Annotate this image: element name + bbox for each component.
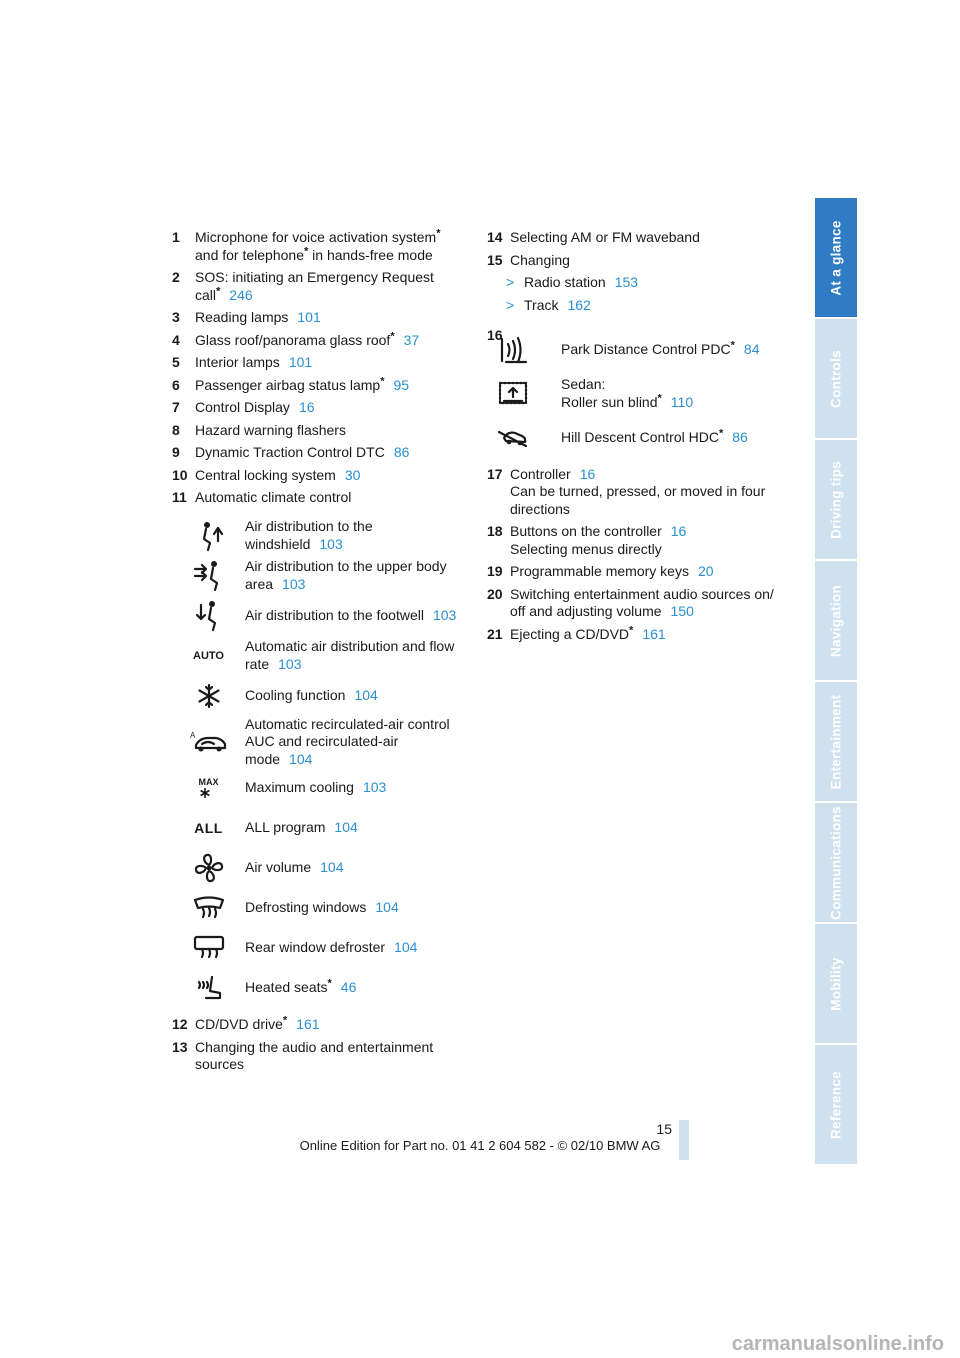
- item-text-line: directions: [510, 500, 570, 517]
- climate-row: [172, 596, 472, 636]
- item-text-line: Hazard warning flashers: [195, 421, 346, 438]
- page-reference-link[interactable]: 16: [579, 465, 596, 482]
- page-reference-link[interactable]: 46: [340, 979, 357, 996]
- climate-row-text: [245, 687, 472, 705]
- list-item: [172, 399, 472, 417]
- page-reference-link[interactable]: 162: [567, 296, 591, 313]
- climate-row: [172, 716, 472, 769]
- item-text: [195, 422, 472, 440]
- item-text-line: Air distribution to the footwell: [245, 606, 424, 623]
- list-item: [172, 229, 472, 264]
- item-text: [195, 444, 472, 462]
- page-reference-link[interactable]: 84: [743, 340, 760, 357]
- page-reference-link[interactable]: 110: [670, 393, 694, 410]
- sidebar-tab-controls[interactable]: [815, 319, 857, 438]
- list-item: [172, 269, 472, 304]
- item-text-line: and for telephone* in hands-free mode: [195, 244, 433, 263]
- item-text-line: Changing: [510, 251, 570, 268]
- item-text: [510, 623, 787, 644]
- svg-text:A: A: [189, 730, 195, 740]
- item-text-line: area: [245, 575, 274, 592]
- list-item: [172, 422, 472, 440]
- page-reference-link[interactable]: 103: [362, 779, 387, 796]
- item-text: [195, 354, 472, 372]
- item-text-line: Sedan:: [561, 376, 606, 392]
- defrost-windshield-icon: [172, 895, 245, 921]
- item-number: 8: [172, 421, 180, 438]
- climate-row-text: [245, 607, 472, 625]
- item-text-line: Ejecting a CD/DVD*: [510, 623, 634, 642]
- item-number: 2: [172, 269, 180, 285]
- item-text: [195, 1016, 472, 1034]
- item-text-line: sources: [195, 1056, 245, 1072]
- sub-item-label: Track: [524, 296, 559, 313]
- item-text: [195, 229, 472, 264]
- item-text-line: Interior lamps: [195, 354, 280, 370]
- sidebar-tab-label: Communications: [828, 805, 844, 920]
- item-number: 14: [487, 229, 503, 245]
- sidebar-tab-communications[interactable]: [815, 803, 857, 922]
- page-reference-link[interactable]: 104: [394, 939, 418, 956]
- page-reference-link[interactable]: 86: [732, 428, 748, 445]
- climate-row: [172, 928, 472, 968]
- air-upper-body-icon: [172, 559, 245, 593]
- item-text-line: Buttons on the controller: [510, 523, 662, 539]
- item-text-line: rate: [245, 655, 270, 672]
- item-text-line: Hill Descent Control HDC*: [561, 427, 724, 445]
- list-item: [172, 489, 472, 507]
- climate-row: [172, 556, 472, 596]
- climate-row: [172, 516, 472, 556]
- item-text-line: ALL program: [245, 819, 326, 836]
- list-item: [487, 252, 787, 270]
- left-column: [172, 229, 472, 1079]
- item-text-line: Park Distance Control PDC*: [561, 339, 735, 357]
- item-text-line: Rear window defroster: [245, 939, 386, 956]
- page-reference-link[interactable]: 30: [344, 466, 361, 483]
- sidebar-tab-label: Driving tips: [828, 460, 844, 539]
- assist-row-text: [539, 341, 787, 359]
- page-reference-link[interactable]: 103: [319, 535, 343, 552]
- list-item: [172, 1039, 472, 1074]
- item-text-line: off and adjusting volume: [510, 603, 662, 619]
- item-text: [510, 252, 787, 270]
- item-text-line: Selecting menus directly: [510, 540, 662, 557]
- assist-table: [487, 330, 787, 458]
- item-number: 5: [172, 354, 180, 370]
- list-item: [172, 354, 472, 372]
- item-text-line: Roller sun blind*: [561, 391, 662, 410]
- item-text-line: Controller: [510, 465, 571, 482]
- footer-edition: Online Edition for Part no. 01 41 2 604 582 - © 02/10 BMW AG: [299, 1138, 661, 1153]
- sidebar-tab-mobility[interactable]: [815, 924, 857, 1043]
- hdc-icon: [487, 424, 539, 452]
- item-text: [510, 466, 787, 519]
- page-reference-link[interactable]: 95: [393, 376, 410, 393]
- page-reference-link[interactable]: 103: [282, 575, 306, 592]
- watermark: carmanualsonline.info: [731, 1333, 944, 1355]
- item-text: [195, 1039, 472, 1074]
- page-reference-link[interactable]: 104: [320, 859, 344, 876]
- bullet-arrow-icon: >: [506, 296, 515, 313]
- list-item: [487, 229, 787, 247]
- item-text-line: Maximum cooling: [245, 779, 354, 796]
- assist-row: [487, 370, 787, 418]
- item-text-line: Air distribution to the: [245, 518, 373, 534]
- max-cooling-icon: [172, 777, 245, 799]
- list-item: [487, 523, 787, 558]
- item-number: 6: [172, 376, 180, 393]
- climate-row-text: [245, 518, 472, 553]
- item-number: 17: [487, 465, 503, 482]
- recirculation-icon: [172, 730, 245, 754]
- item-text-line: call*: [195, 284, 221, 303]
- item-text-line: Automatic climate control: [195, 489, 352, 505]
- item-text: [510, 563, 787, 581]
- item-text-line: Air volume: [245, 859, 312, 876]
- list-item: [172, 374, 472, 395]
- sub-item-label: Radio station: [524, 274, 606, 290]
- item-number: 15: [487, 251, 503, 268]
- asterisk-icon: *: [390, 329, 395, 342]
- sidebar-tab-label: At a glance: [828, 219, 844, 296]
- item-number: 19: [487, 563, 503, 579]
- list-item: [172, 329, 472, 350]
- max-label: MAX: [198, 777, 219, 787]
- page-reference-link[interactable]: 103: [432, 606, 457, 623]
- climate-row-text: [245, 819, 472, 837]
- climate-row: [172, 848, 472, 888]
- page-reference-link[interactable]: 104: [375, 899, 399, 916]
- asterisk-icon: *: [216, 284, 221, 297]
- page-number: 15: [656, 1121, 672, 1137]
- climate-row-text: [245, 779, 472, 797]
- sub-list-item: [506, 274, 787, 292]
- assist-row: [487, 330, 787, 370]
- sidebar-tab-label: Navigation: [828, 584, 844, 657]
- item-number: 13: [172, 1038, 188, 1055]
- list-item: [487, 466, 787, 519]
- asterisk-icon: *: [730, 339, 735, 352]
- item-number: 3: [172, 309, 180, 325]
- item-number: 1: [172, 229, 180, 245]
- item-text: [195, 467, 472, 485]
- item-text: [195, 269, 472, 304]
- sidebar-tab-label: Mobility: [828, 956, 844, 1011]
- item-text-line: Dynamic Traction Control DTC: [195, 444, 385, 460]
- item-text-line: mode: [245, 750, 281, 767]
- asterisk-icon: *: [629, 623, 634, 636]
- climate-row-text: [245, 716, 472, 769]
- item-text-line: Microphone for voice activation system*: [195, 227, 441, 245]
- page-reference-link[interactable]: 153: [614, 274, 639, 290]
- item-number: 12: [172, 1016, 188, 1032]
- item-text: [195, 399, 472, 417]
- assist-row: [487, 418, 787, 458]
- asterisk-icon: *: [303, 244, 309, 257]
- page-reference-link[interactable]: 16: [670, 523, 687, 539]
- item-text-line: Changing the audio and entertainment: [195, 1038, 434, 1055]
- item-text-line: Glass roof/panorama glass roof*: [195, 329, 395, 348]
- sidebar-tab-label: Reference: [828, 1070, 844, 1139]
- item-number: 7: [172, 399, 180, 415]
- heated-seat-icon: [172, 974, 245, 1002]
- rear-defroster-icon: [172, 934, 245, 962]
- asterisk-icon: *: [657, 391, 662, 404]
- bullet-arrow-icon: >: [506, 274, 515, 290]
- climate-row-text: [245, 859, 472, 877]
- item-text: [510, 229, 787, 247]
- page-reference-link[interactable]: 101: [297, 309, 321, 325]
- right-column: [487, 229, 787, 648]
- sidebar-tab-at-a-glance[interactable]: [815, 198, 857, 317]
- item-number: 11: [172, 489, 187, 505]
- item-text-line: Central locking system: [195, 466, 336, 483]
- item-text-line: Switching entertainment audio sources on/: [510, 585, 774, 602]
- item-text: [195, 374, 472, 395]
- item-text-line: Defrosting windows: [245, 899, 367, 916]
- list-item: [487, 563, 787, 581]
- page-reference-link[interactable]: 150: [670, 603, 694, 619]
- item-text: [195, 489, 472, 507]
- item-text-line: Air distribution to the upper body: [245, 558, 447, 574]
- snowflake-icon: [172, 683, 245, 709]
- sidebar-tab-label: Entertainment: [828, 694, 844, 789]
- item-text-line: Automatic recirculated-air control: [245, 715, 450, 732]
- item-text-line: CD/DVD drive*: [195, 1014, 288, 1032]
- page-reference-link[interactable]: 104: [334, 819, 358, 836]
- auto-icon: AUTO: [193, 649, 224, 662]
- list-item: [487, 623, 787, 644]
- asterisk-icon: *: [436, 227, 441, 240]
- page-reference-link[interactable]: 16: [298, 399, 315, 415]
- climate-row-text: [245, 939, 472, 957]
- page-reference-link[interactable]: 161: [642, 625, 666, 642]
- item-text-line: Reading lamps: [195, 309, 289, 325]
- climate-row: [172, 808, 472, 848]
- list-item: [172, 467, 472, 485]
- item-text: [195, 309, 472, 327]
- page-reference-link[interactable]: 161: [296, 1016, 320, 1032]
- asterisk-icon: *: [327, 977, 332, 990]
- climate-row-text: [245, 558, 472, 593]
- item-number: 20: [487, 585, 503, 602]
- item-text-line: windshield: [245, 535, 311, 552]
- item-text-line: Selecting AM or FM waveband: [510, 229, 700, 245]
- climate-row: [172, 888, 472, 928]
- asterisk-icon: *: [380, 374, 385, 387]
- assist-row-text: [539, 376, 787, 411]
- fan-icon: [172, 852, 245, 884]
- item-number: 4: [172, 331, 180, 348]
- page-reference-link[interactable]: 101: [288, 354, 313, 370]
- page-reference-link[interactable]: 104: [354, 686, 378, 703]
- item-text-line: Passenger airbag status lamp*: [195, 374, 385, 393]
- item-text-line: Can be turned, pressed, or moved in four: [510, 483, 766, 499]
- snowflake-icon: [199, 787, 211, 799]
- climate-row-text: [245, 638, 472, 673]
- list-item: [172, 444, 472, 462]
- climate-control-table: [172, 516, 472, 1009]
- sidebar-tab-entertainment[interactable]: [815, 682, 857, 801]
- all-program-icon: ALL: [194, 820, 223, 836]
- item-number: 21: [487, 625, 503, 642]
- climate-row: [172, 636, 472, 676]
- page-reference-link[interactable]: 37: [403, 331, 420, 348]
- item-number: 16: [487, 327, 503, 343]
- asterisk-icon: *: [282, 1014, 288, 1027]
- assist-row-text: [539, 429, 787, 447]
- page-reference-link[interactable]: 246: [229, 286, 253, 303]
- item-text-line: Control Display: [195, 399, 290, 415]
- page-reference-link[interactable]: 20: [697, 563, 714, 579]
- climate-row: [172, 768, 472, 808]
- item-text: [510, 523, 787, 558]
- climate-row: [172, 968, 472, 1008]
- sub-list-item: [506, 297, 787, 315]
- item-number: 9: [172, 444, 180, 460]
- list-item: [487, 586, 787, 621]
- air-windshield-icon: [172, 519, 245, 553]
- pdc-icon: [487, 335, 539, 365]
- sidebar-tab-driving-tips[interactable]: [815, 440, 857, 559]
- climate-row-text: [245, 979, 472, 997]
- item-text-line: Cooling function: [245, 686, 346, 703]
- sun-blind-icon: [487, 379, 539, 409]
- air-footwell-icon: [172, 599, 245, 633]
- page-reference-link[interactable]: 103: [278, 655, 302, 672]
- chapter-sidebar: [815, 198, 857, 1160]
- list-item: [172, 309, 472, 327]
- item-text-line: Automatic air distribution and flow: [245, 638, 455, 654]
- climate-row-text: [245, 899, 472, 917]
- page-reference-link[interactable]: 104: [289, 750, 313, 767]
- item-text-line: Programmable memory keys: [510, 563, 689, 579]
- list-item: [172, 1016, 472, 1034]
- item-number: 18: [487, 523, 503, 539]
- item-text-line: Heated seats*: [245, 977, 332, 996]
- sidebar-tab-navigation[interactable]: [815, 561, 857, 680]
- item-text: [195, 329, 472, 350]
- page-reference-link[interactable]: 86: [393, 444, 410, 460]
- climate-row: [172, 676, 472, 716]
- sidebar-tab-label: Controls: [828, 349, 844, 408]
- item-text-line: SOS: initiating an Emergency Request: [195, 269, 434, 285]
- asterisk-icon: *: [718, 427, 724, 440]
- item-text: [510, 586, 787, 621]
- item-number: 10: [172, 466, 188, 483]
- item-text-line: AUC and recirculated-air: [245, 733, 399, 749]
